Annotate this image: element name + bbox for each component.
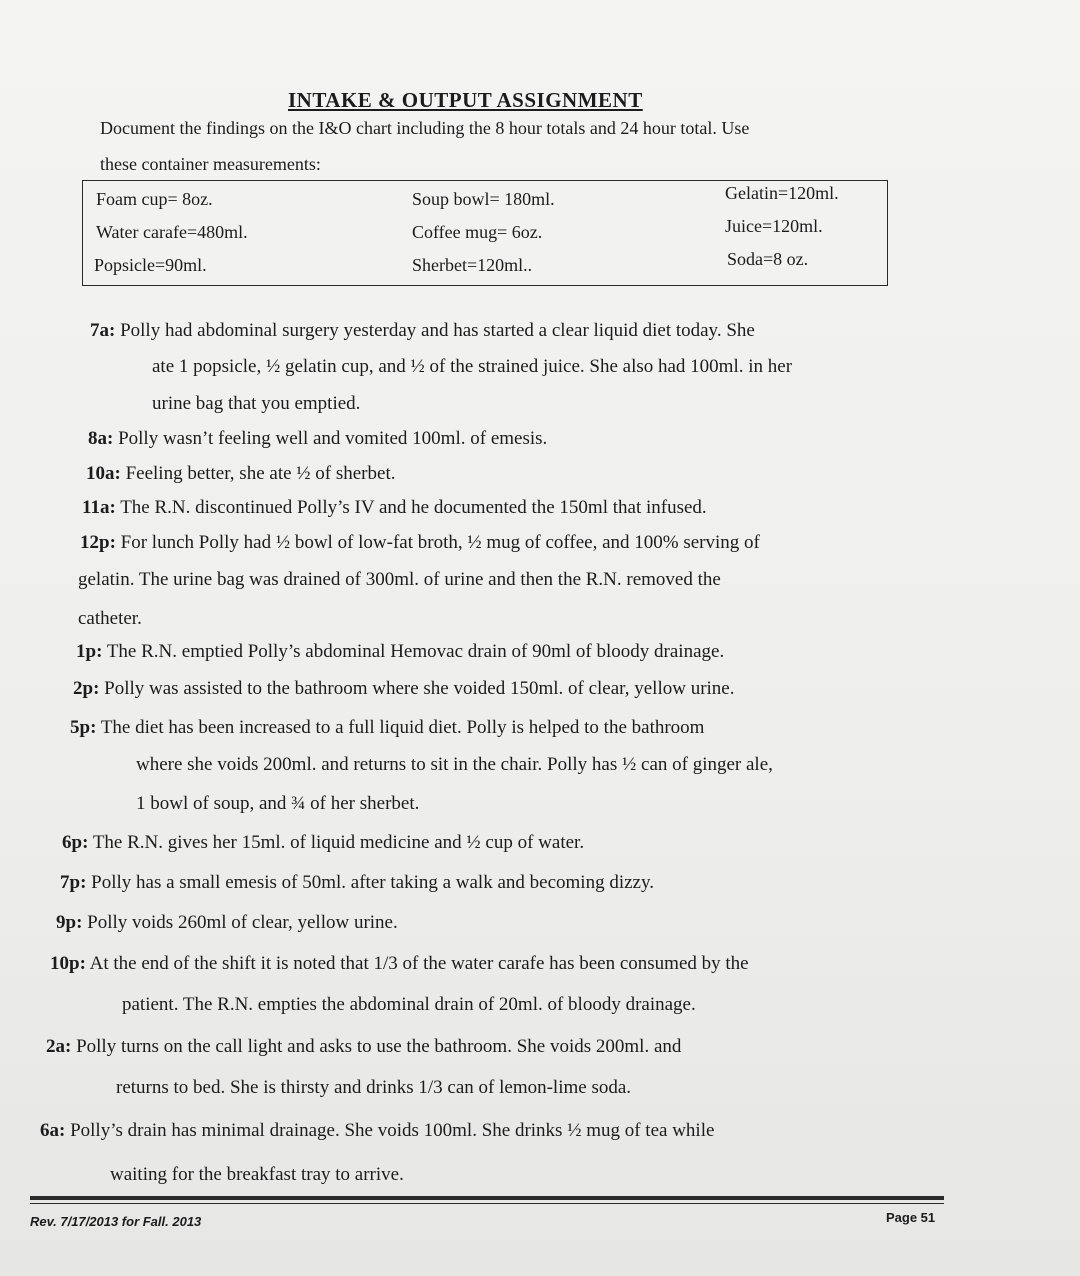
entry-2a-line-2: returns to bed. She is thirsty and drinks 1/3 can of lemon-lime soda.	[116, 1077, 632, 1098]
entry-10p-line-2: patient. The R.N. empties the abdominal drain of 20ml. of bloody drainage.	[122, 994, 696, 1015]
entry-5p-line-2: where she voids 200ml. and returns to sit in the chair. Polly has ½ can of ginger ale,	[136, 754, 773, 775]
entry-time: 8a:	[88, 428, 114, 449]
entry-7a-line-2: ate 1 popsicle, ½ gelatin cup, and ½ of the strained juice. She also had 100ml. in her	[152, 356, 793, 377]
entry-time: 7p:	[60, 872, 87, 893]
instruction-line-1: Document the findings on the I&O chart including the 8 hour totals and 24 hour total. Use	[100, 118, 750, 138]
entry-6a-line-2: waiting for the breakfast tray to arrive.	[110, 1164, 404, 1185]
entry-7a-line-3: urine bag that you emptied.	[152, 393, 361, 414]
entry-2p	[73, 678, 734, 700]
measurement-sherbet: Sherbet=120ml..	[412, 255, 533, 275]
entry-text: Polly has a small emesis of 50ml. after taking a walk and becoming dizzy.	[91, 872, 654, 893]
entry-time: 6a:	[40, 1120, 66, 1141]
measurement-soup-bowl: Soup bowl= 180ml.	[412, 189, 555, 209]
entry-6p	[62, 832, 584, 854]
entry-time: 9p:	[56, 912, 83, 933]
entry-text: For lunch Polly had ½ bowl of low-fat broth, ½ mug of coffee, and 100% serving of	[120, 532, 760, 553]
entry-time: 2a:	[46, 1036, 72, 1057]
footer-rule-thin	[30, 1203, 944, 1204]
entry-5p	[70, 717, 704, 739]
document-title: INTAKE & OUTPUT ASSIGNMENT	[288, 88, 643, 112]
measurement-foam-cup: Foam cup= 8oz.	[96, 189, 213, 209]
entry-10a	[86, 463, 395, 485]
entry-8a	[88, 428, 547, 450]
entry-text: Polly voids 260ml of clear, yellow urine.	[87, 912, 398, 933]
entry-time: 6p:	[62, 832, 89, 853]
entry-text: The R.N. discontinued Polly’s IV and he documented the 150ml that infused.	[120, 497, 707, 518]
measurement-water-carafe: Water carafe=480ml.	[96, 222, 248, 242]
entry-text: The R.N. gives her 15ml. of liquid medicine and ½ cup of water.	[92, 832, 585, 853]
entry-time: 11a:	[82, 497, 116, 518]
instruction-line-2: these container measurements:	[100, 154, 321, 174]
entry-time: 5p:	[70, 717, 97, 738]
entry-12p-line-3: catheter.	[78, 608, 142, 629]
entry-10p	[50, 953, 749, 975]
entry-time: 10a:	[86, 463, 121, 484]
measurement-gelatin: Gelatin=120ml.	[725, 183, 839, 203]
entry-6a	[40, 1120, 714, 1142]
entry-text: Polly’s drain has minimal drainage. She voids 100ml. She drinks ½ mug of tea while	[70, 1120, 715, 1141]
entry-5p-line-3: 1 bowl of soup, and ¾ of her sherbet.	[136, 793, 420, 814]
entry-time: 2p:	[73, 678, 100, 699]
entry-time: 12p:	[80, 532, 116, 553]
page-number: Page 51	[886, 1210, 936, 1225]
entry-11a	[82, 497, 707, 519]
entry-time: 7a:	[90, 320, 116, 341]
entry-2a	[46, 1036, 681, 1058]
revision-note: Rev. 7/17/2013 for Fall. 2013	[30, 1214, 202, 1229]
measurement-coffee-mug: Coffee mug= 6oz.	[412, 222, 543, 242]
entry-text: Polly wasn’t feeling well and vomited 100ml. of emesis.	[118, 428, 548, 449]
measurement-juice: Juice=120ml.	[725, 216, 823, 236]
entry-text: Polly turns on the call light and asks to use the bathroom. She voids 200ml. and	[76, 1036, 682, 1057]
measurements-box	[82, 180, 888, 286]
measurement-popsicle: Popsicle=90ml.	[94, 255, 207, 275]
entry-text: At the end of the shift it is noted that 1/3 of the water carafe has been consumed by the	[89, 953, 749, 974]
entry-text: Polly had abdominal surgery yesterday and has started a clear liquid diet today. She	[120, 320, 755, 341]
measurement-soda: Soda=8 oz.	[727, 249, 809, 269]
entry-time: 10p:	[50, 953, 86, 974]
entry-text: Polly was assisted to the bathroom where she voided 150ml. of clear, yellow urine.	[104, 678, 735, 699]
entry-9p	[56, 912, 398, 934]
entry-7a	[90, 320, 755, 342]
entry-12p	[80, 532, 760, 554]
entry-text: The R.N. emptied Polly’s abdominal Hemovac drain of 90ml of bloody drainage.	[106, 641, 725, 662]
footer-rule-thick	[30, 1196, 944, 1200]
entry-time: 1p:	[76, 641, 103, 662]
entry-text: Feeling better, she ate ½ of sherbet.	[125, 463, 396, 484]
entry-12p-line-2: gelatin. The urine bag was drained of 300ml. of urine and then the R.N. removed the	[78, 569, 721, 590]
entry-1p	[76, 641, 724, 663]
entry-7p	[60, 872, 654, 894]
entry-text: The diet has been increased to a full liquid diet. Polly is helped to the bathroom	[100, 717, 705, 738]
